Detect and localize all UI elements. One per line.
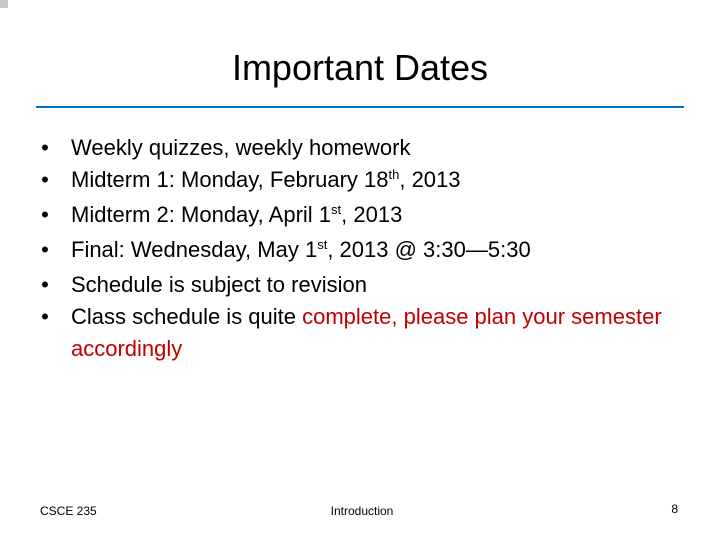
bullet-text: Class schedule is quite — [71, 304, 303, 329]
bullet-text: Midterm 2: Monday, April 1 — [71, 202, 332, 227]
highlighted-text: complete, please plan your semester accordingly — [71, 304, 662, 361]
bullet-text-tail: , 2013 @ 3:30—5:30 — [327, 237, 531, 262]
bullet-dot: • — [41, 202, 49, 227]
ordinal-suffix: st — [331, 202, 342, 217]
bullet-item-final — [36, 234, 686, 269]
title-divider — [36, 106, 684, 108]
bullet-text: Schedule is subject to revision — [71, 272, 367, 297]
bullet-item-quizzes — [36, 132, 686, 164]
bullet-item-midterm-2 — [36, 199, 686, 234]
bullet-text-tail: , 2013 — [399, 167, 461, 192]
footer-section: Introduction — [330, 504, 394, 518]
bullet-item-class-schedule — [36, 301, 686, 365]
bullet-list — [36, 132, 686, 365]
bullet-dot: • — [41, 135, 49, 160]
bullet-dot: • — [41, 304, 49, 329]
page-number: 8 — [671, 502, 678, 516]
bullet-dot: • — [41, 167, 49, 192]
footer-course: CSCE 235 — [40, 504, 97, 518]
bullet-dot: • — [41, 272, 49, 297]
slide-title: Important Dates — [231, 47, 489, 88]
bullet-text-tail: , 2013 — [341, 202, 403, 227]
corner-mark — [0, 0, 8, 8]
bullet-text: Final: Wednesday, May 1 — [71, 237, 318, 262]
bullet-item-midterm-1 — [36, 164, 686, 199]
ordinal-suffix: th — [388, 167, 400, 182]
bullet-item-schedule-revision — [36, 269, 686, 301]
ordinal-suffix: st — [317, 237, 328, 252]
bullet-text: Weekly quizzes, weekly homework — [71, 135, 411, 160]
bullet-text: Midterm 1: Monday, February 18 — [71, 167, 389, 192]
bullet-dot: • — [41, 237, 49, 262]
